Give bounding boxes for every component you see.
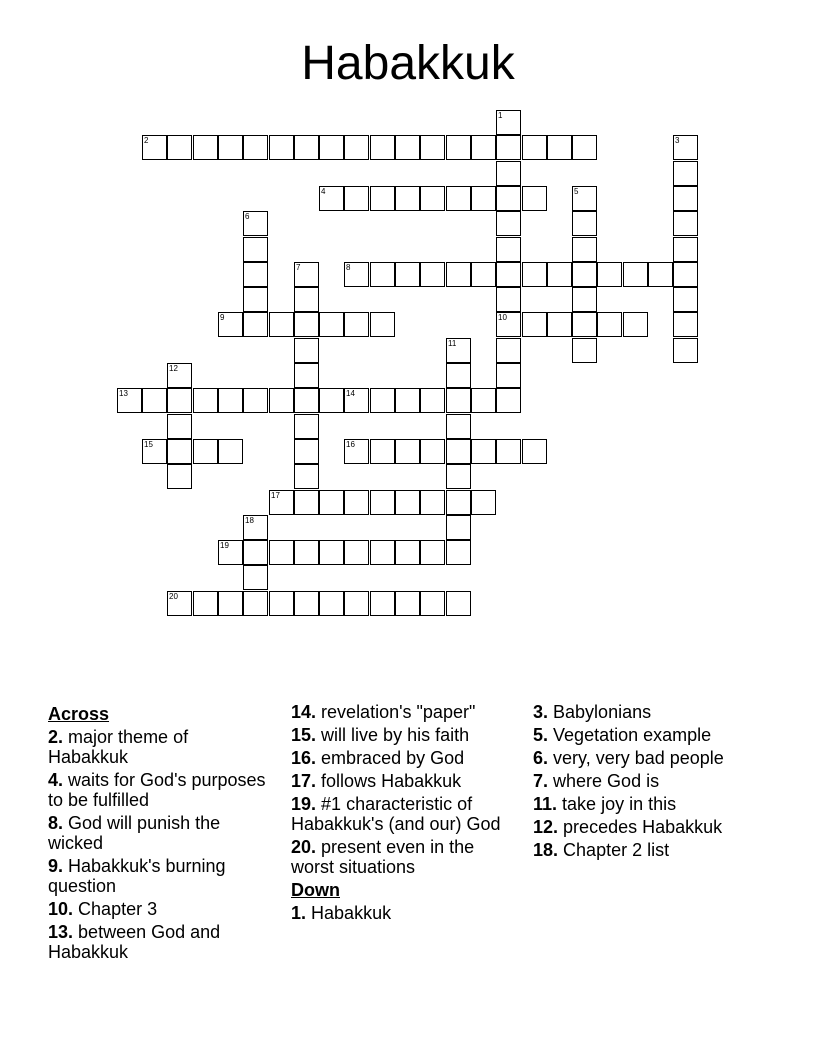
grid-cell[interactable] bbox=[193, 135, 218, 160]
clue-across-20: 20. present even in the worst situations bbox=[291, 837, 475, 877]
grid-cell[interactable] bbox=[471, 135, 496, 160]
grid-cell[interactable] bbox=[193, 591, 218, 616]
grid-cell[interactable] bbox=[572, 211, 597, 236]
grid-cell[interactable] bbox=[218, 439, 243, 464]
grid-cell[interactable] bbox=[370, 388, 395, 413]
grid-cell[interactable] bbox=[496, 287, 521, 312]
clue-across-8: 8. God will punish the wicked bbox=[48, 813, 221, 853]
grid-cell[interactable] bbox=[370, 186, 395, 211]
grid-cell[interactable] bbox=[572, 186, 597, 211]
grid-cell[interactable] bbox=[167, 414, 192, 439]
grid-cell[interactable] bbox=[193, 439, 218, 464]
grid-cell[interactable] bbox=[572, 338, 597, 363]
grid-cell[interactable] bbox=[496, 237, 521, 262]
grid-cell[interactable] bbox=[446, 591, 471, 616]
grid-cell[interactable] bbox=[344, 490, 369, 515]
grid-cell[interactable] bbox=[471, 388, 496, 413]
grid-cell[interactable] bbox=[319, 186, 344, 211]
grid-cell[interactable] bbox=[294, 414, 319, 439]
grid-cell[interactable] bbox=[269, 135, 294, 160]
grid-cell[interactable] bbox=[446, 338, 471, 363]
clue-across-4: 4. waits for God's purposes to be fulfilled bbox=[48, 770, 266, 810]
grid-cell[interactable] bbox=[673, 287, 698, 312]
grid-cell[interactable] bbox=[446, 186, 471, 211]
grid-cell[interactable] bbox=[167, 591, 192, 616]
grid-cell[interactable] bbox=[243, 388, 268, 413]
grid-cell[interactable] bbox=[446, 490, 471, 515]
grid-cell[interactable] bbox=[344, 540, 369, 565]
grid-cell[interactable] bbox=[496, 110, 521, 135]
grid-cell[interactable] bbox=[496, 338, 521, 363]
grid-cell[interactable] bbox=[269, 388, 294, 413]
grid-cell[interactable] bbox=[294, 490, 319, 515]
clue-across-15: 15. will live by his faith bbox=[291, 725, 470, 745]
grid-cell[interactable] bbox=[294, 540, 319, 565]
puzzle-title: Habakkuk bbox=[301, 37, 515, 90]
grid-cell[interactable] bbox=[294, 312, 319, 337]
grid-cell[interactable] bbox=[547, 135, 572, 160]
cell-number: 14 bbox=[346, 389, 355, 398]
cell-number: 13 bbox=[119, 389, 128, 398]
grid-cell[interactable] bbox=[395, 591, 420, 616]
grid-cell[interactable] bbox=[243, 211, 268, 236]
grid-cell[interactable] bbox=[294, 439, 319, 464]
cell-number: 5 bbox=[574, 187, 579, 196]
grid-cell[interactable] bbox=[673, 161, 698, 186]
grid-cell[interactable] bbox=[446, 439, 471, 464]
grid-cell[interactable] bbox=[673, 186, 698, 211]
grid-cell[interactable] bbox=[269, 312, 294, 337]
grid-cell[interactable] bbox=[522, 262, 547, 287]
grid-cell[interactable] bbox=[142, 135, 167, 160]
grid-cell[interactable] bbox=[193, 388, 218, 413]
grid-cell[interactable] bbox=[344, 262, 369, 287]
grid-cell[interactable] bbox=[344, 135, 369, 160]
grid-cell[interactable] bbox=[522, 186, 547, 211]
grid-cell[interactable] bbox=[294, 135, 319, 160]
grid-cell[interactable] bbox=[243, 237, 268, 262]
clue-across-2: 2. major theme of Habakkuk bbox=[48, 727, 189, 767]
grid-cell[interactable] bbox=[294, 262, 319, 287]
grid-cell[interactable] bbox=[269, 591, 294, 616]
grid-cell[interactable] bbox=[294, 338, 319, 363]
clue-down-11: 11. take joy in this bbox=[533, 794, 677, 814]
cell-number: 15 bbox=[144, 440, 153, 449]
grid-cell[interactable] bbox=[167, 135, 192, 160]
cell-number: 3 bbox=[675, 136, 680, 145]
clue-across-16: 16. embraced by God bbox=[291, 748, 465, 768]
grid-cell[interactable] bbox=[623, 312, 648, 337]
grid-cell[interactable] bbox=[572, 135, 597, 160]
grid-cell[interactable] bbox=[496, 363, 521, 388]
grid-cell[interactable] bbox=[243, 135, 268, 160]
grid-cell[interactable] bbox=[344, 439, 369, 464]
grid-cell[interactable] bbox=[673, 262, 698, 287]
grid-cell[interactable] bbox=[370, 262, 395, 287]
grid-cell[interactable] bbox=[572, 312, 597, 337]
down-heading: Down bbox=[291, 880, 340, 900]
grid-cell[interactable] bbox=[395, 490, 420, 515]
grid-cell[interactable] bbox=[395, 262, 420, 287]
cell-number: 10 bbox=[498, 313, 507, 322]
cell-number: 18 bbox=[245, 516, 254, 525]
grid-cell[interactable] bbox=[446, 464, 471, 489]
grid-cell[interactable] bbox=[446, 388, 471, 413]
grid-cell[interactable] bbox=[142, 388, 167, 413]
clue-across-13: 13. between God and Habakkuk bbox=[48, 922, 221, 962]
across-heading: Across bbox=[48, 704, 110, 724]
grid-cell[interactable] bbox=[243, 515, 268, 540]
grid-cell[interactable] bbox=[420, 186, 445, 211]
clue-down-12: 12. precedes Habakkuk bbox=[533, 817, 723, 837]
clue-down-1: 1. Habakkuk bbox=[291, 903, 392, 923]
grid-cell[interactable] bbox=[167, 363, 192, 388]
grid-cell[interactable] bbox=[294, 388, 319, 413]
clue-down-7: 7. where God is bbox=[533, 771, 660, 791]
grid-cell[interactable] bbox=[218, 540, 243, 565]
grid-cell[interactable] bbox=[370, 135, 395, 160]
grid-cell[interactable] bbox=[243, 565, 268, 590]
grid-cell[interactable] bbox=[395, 186, 420, 211]
cell-number: 1 bbox=[498, 111, 503, 120]
grid-cell[interactable] bbox=[370, 540, 395, 565]
grid-cell[interactable] bbox=[496, 439, 521, 464]
grid-cell[interactable] bbox=[496, 161, 521, 186]
grid-cell[interactable] bbox=[446, 540, 471, 565]
grid-cell[interactable] bbox=[496, 262, 521, 287]
clue-column-1 bbox=[48, 702, 273, 965]
grid-cell[interactable] bbox=[319, 135, 344, 160]
grid-cell[interactable] bbox=[319, 490, 344, 515]
grid-cell[interactable] bbox=[142, 439, 167, 464]
grid-cell[interactable] bbox=[446, 262, 471, 287]
clue-across-19: 19. #1 characteristic of Habakkuk's (and our) God bbox=[291, 794, 501, 834]
grid-cell[interactable] bbox=[648, 262, 673, 287]
grid-cell[interactable] bbox=[319, 591, 344, 616]
clue-down-5: 5. Vegetation example bbox=[533, 725, 712, 745]
clue-down-18: 18. Chapter 2 list bbox=[533, 840, 670, 860]
grid-cell[interactable] bbox=[344, 388, 369, 413]
clue-column-3 bbox=[533, 702, 773, 863]
grid-cell[interactable] bbox=[218, 312, 243, 337]
grid-cell[interactable] bbox=[218, 135, 243, 160]
grid-cell[interactable] bbox=[395, 388, 420, 413]
grid-cell[interactable] bbox=[344, 312, 369, 337]
cell-number: 4 bbox=[321, 187, 326, 196]
cell-number: 20 bbox=[169, 592, 178, 601]
grid-cell[interactable] bbox=[243, 591, 268, 616]
clue-column-2 bbox=[291, 702, 516, 926]
grid-cell[interactable] bbox=[522, 439, 547, 464]
grid-cell[interactable] bbox=[370, 591, 395, 616]
grid-cell[interactable] bbox=[370, 490, 395, 515]
grid-cell[interactable] bbox=[597, 262, 622, 287]
grid-cell[interactable] bbox=[344, 186, 369, 211]
grid-cell[interactable] bbox=[269, 490, 294, 515]
grid-cell[interactable] bbox=[471, 439, 496, 464]
grid-cell[interactable] bbox=[446, 414, 471, 439]
grid-cell[interactable] bbox=[572, 262, 597, 287]
grid-cell[interactable] bbox=[673, 312, 698, 337]
cell-number: 2 bbox=[144, 136, 149, 145]
clue-across-10: 10. Chapter 3 bbox=[48, 899, 158, 919]
grid-cell[interactable] bbox=[167, 388, 192, 413]
cell-number: 19 bbox=[220, 541, 229, 550]
grid-cell[interactable] bbox=[243, 287, 268, 312]
grid-cell[interactable] bbox=[471, 186, 496, 211]
grid-cell[interactable] bbox=[471, 262, 496, 287]
cell-number: 7 bbox=[296, 263, 301, 272]
grid-cell[interactable] bbox=[673, 237, 698, 262]
clue-down-3: 3. Babylonians bbox=[533, 702, 652, 722]
grid-cell[interactable] bbox=[294, 464, 319, 489]
grid-cell[interactable] bbox=[420, 135, 445, 160]
clue-across-14: 14. revelation's "paper" bbox=[291, 702, 476, 722]
grid-cell[interactable] bbox=[420, 388, 445, 413]
grid-cell[interactable] bbox=[167, 439, 192, 464]
grid-cell[interactable] bbox=[446, 363, 471, 388]
grid-cell[interactable] bbox=[370, 439, 395, 464]
grid-cell[interactable] bbox=[420, 439, 445, 464]
grid-cell[interactable] bbox=[117, 388, 142, 413]
cell-number: 6 bbox=[245, 212, 250, 221]
grid-cell[interactable] bbox=[673, 338, 698, 363]
grid-cell[interactable] bbox=[269, 540, 294, 565]
grid-cell[interactable] bbox=[496, 186, 521, 211]
grid-cell[interactable] bbox=[496, 135, 521, 160]
grid-cell[interactable] bbox=[319, 388, 344, 413]
grid-cell[interactable] bbox=[243, 540, 268, 565]
cell-number: 11 bbox=[448, 339, 457, 348]
grid-cell[interactable] bbox=[496, 388, 521, 413]
grid-cell[interactable] bbox=[420, 591, 445, 616]
grid-cell[interactable] bbox=[572, 287, 597, 312]
cell-number: 16 bbox=[346, 440, 355, 449]
grid-cell[interactable] bbox=[243, 312, 268, 337]
clue-across-9: 9. Habakkuk's burning question bbox=[48, 856, 226, 896]
grid-cell[interactable] bbox=[218, 591, 243, 616]
cell-number: 9 bbox=[220, 313, 225, 322]
grid-cell[interactable] bbox=[597, 312, 622, 337]
grid-cell[interactable] bbox=[446, 515, 471, 540]
grid-cell[interactable] bbox=[319, 540, 344, 565]
grid-cell[interactable] bbox=[420, 540, 445, 565]
grid-cell[interactable] bbox=[547, 312, 572, 337]
grid-cell[interactable] bbox=[395, 135, 420, 160]
grid-cell[interactable] bbox=[496, 211, 521, 236]
grid-cell[interactable] bbox=[572, 237, 597, 262]
grid-cell[interactable] bbox=[673, 211, 698, 236]
clue-across-17: 17. follows Habakkuk bbox=[291, 771, 462, 791]
grid-cell[interactable] bbox=[218, 388, 243, 413]
grid-cell[interactable] bbox=[623, 262, 648, 287]
grid-cell[interactable] bbox=[420, 262, 445, 287]
grid-cell[interactable] bbox=[420, 490, 445, 515]
grid-cell[interactable] bbox=[319, 312, 344, 337]
grid-cell[interactable] bbox=[294, 287, 319, 312]
cell-number: 12 bbox=[169, 364, 178, 373]
grid-cell[interactable] bbox=[446, 135, 471, 160]
grid-cell[interactable] bbox=[471, 490, 496, 515]
cell-number: 17 bbox=[271, 491, 280, 500]
grid-cell[interactable] bbox=[496, 312, 521, 337]
grid-cell[interactable] bbox=[344, 591, 369, 616]
clue-down-6: 6. very, very bad people bbox=[533, 748, 724, 768]
grid-cell[interactable] bbox=[395, 439, 420, 464]
grid-cell[interactable] bbox=[294, 363, 319, 388]
grid-cell[interactable] bbox=[522, 135, 547, 160]
grid-cell[interactable] bbox=[370, 312, 395, 337]
grid-cell[interactable] bbox=[522, 312, 547, 337]
grid-cell[interactable] bbox=[243, 262, 268, 287]
grid-cell[interactable] bbox=[395, 540, 420, 565]
grid-cell[interactable] bbox=[547, 262, 572, 287]
cell-number: 8 bbox=[346, 263, 351, 272]
grid-cell[interactable] bbox=[673, 135, 698, 160]
grid-cell[interactable] bbox=[167, 464, 192, 489]
grid-cell[interactable] bbox=[294, 591, 319, 616]
